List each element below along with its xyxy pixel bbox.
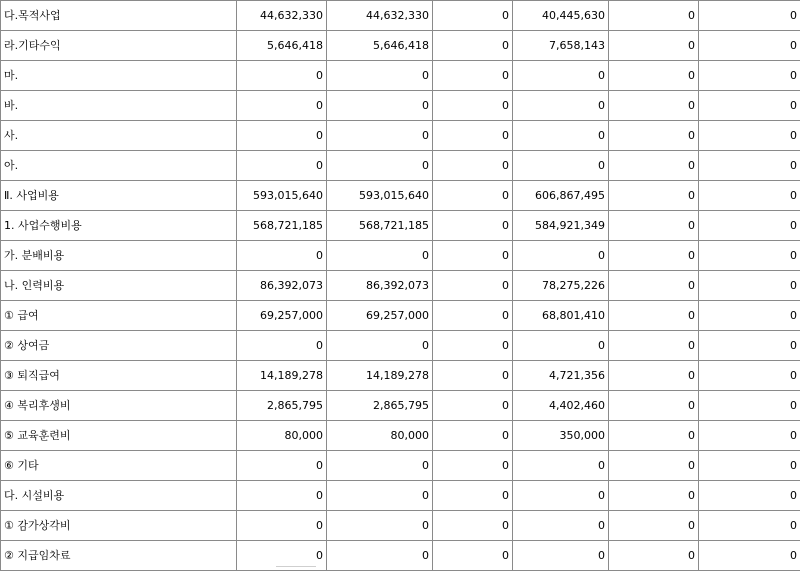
table-row [1, 151, 800, 181]
value-cell-v2[interactable]: 0 [327, 481, 433, 511]
value-cell-v4[interactable]: 584,921,349 [513, 211, 609, 241]
value-cell-v1[interactable]: 0 [237, 541, 327, 571]
value-cell-v1[interactable]: 2,865,795 [237, 391, 327, 421]
table-row [1, 451, 800, 481]
value-cell-v6[interactable]: 0 [699, 331, 800, 361]
value-cell-v3[interactable]: 0 [433, 211, 513, 241]
value-cell-v1[interactable]: 593,015,640 [237, 181, 327, 211]
value-cell-v6[interactable]: 0 [699, 391, 800, 421]
value-cell-v5[interactable]: 0 [609, 1, 699, 31]
value-cell-v2[interactable]: 14,189,278 [327, 361, 433, 391]
value-cell-v4[interactable]: 78,275,226 [513, 271, 609, 301]
row-label[interactable]: ② 지급임차료 [1, 541, 237, 571]
value-cell-v3[interactable]: 0 [433, 541, 513, 571]
value-cell-v3[interactable]: 0 [433, 481, 513, 511]
value-cell-v4[interactable]: 68,801,410 [513, 301, 609, 331]
value-cell-v3[interactable]: 0 [433, 271, 513, 301]
value-cell-v2[interactable]: 2,865,795 [327, 391, 433, 421]
table-row [1, 481, 800, 511]
value-cell-v3[interactable]: 0 [433, 121, 513, 151]
value-cell-v3[interactable]: 0 [433, 241, 513, 271]
value-cell-v4[interactable]: 0 [513, 241, 609, 271]
value-cell-v1[interactable]: 0 [237, 331, 327, 361]
value-cell-v1[interactable]: 0 [237, 151, 327, 181]
value-cell-v3[interactable]: 0 [433, 331, 513, 361]
table-row [1, 31, 800, 61]
value-cell-v6[interactable]: 0 [699, 271, 800, 301]
row-label[interactable]: ① 급여 [1, 301, 237, 331]
value-cell-v2[interactable]: 0 [327, 331, 433, 361]
value-cell-v5[interactable]: 0 [609, 211, 699, 241]
row-label[interactable]: 사. [1, 121, 237, 151]
value-cell-v2[interactable]: 44,632,330 [327, 1, 433, 31]
value-cell-v6[interactable]: 0 [699, 181, 800, 211]
table-row [1, 301, 800, 331]
value-cell-v2[interactable]: 80,000 [327, 421, 433, 451]
value-cell-v2[interactable]: 0 [327, 541, 433, 571]
divider [276, 566, 316, 567]
value-cell-v3[interactable]: 0 [433, 181, 513, 211]
value-cell-v1[interactable]: 0 [237, 511, 327, 541]
table-row [1, 241, 800, 271]
value-cell-v2[interactable]: 0 [327, 451, 433, 481]
value-cell-v4[interactable]: 0 [513, 331, 609, 361]
value-cell-v2[interactable]: 0 [327, 61, 433, 91]
table-row [1, 421, 800, 451]
value-cell-v3[interactable]: 0 [433, 361, 513, 391]
value-cell-v6[interactable]: 0 [699, 481, 800, 511]
value-cell-v1[interactable]: 69,257,000 [237, 301, 327, 331]
value-cell-v1[interactable]: 86,392,073 [237, 271, 327, 301]
table-row [1, 211, 800, 241]
value-cell-v5[interactable]: 0 [609, 451, 699, 481]
value-cell-v3[interactable]: 0 [433, 451, 513, 481]
value-cell-v2[interactable]: 0 [327, 151, 433, 181]
row-label[interactable]: Ⅱ. 사업비용 [1, 181, 237, 211]
value-cell-v1[interactable]: 0 [237, 451, 327, 481]
row-label[interactable]: 가. 분배비용 [1, 241, 237, 271]
row-label[interactable]: 나. 인력비용 [1, 271, 237, 301]
value-cell-v3[interactable]: 0 [433, 511, 513, 541]
value-cell-v5[interactable]: 0 [609, 301, 699, 331]
row-label[interactable]: 1. 사업수행비용 [1, 211, 237, 241]
value-cell-v4[interactable]: 350,000 [513, 421, 609, 451]
row-label[interactable]: 아. [1, 151, 237, 181]
value-cell-v6[interactable]: 0 [699, 451, 800, 481]
value-cell-v4[interactable]: 0 [513, 91, 609, 121]
value-cell-v4[interactable]: 40,445,630 [513, 1, 609, 31]
value-cell-v4[interactable]: 0 [513, 541, 609, 571]
value-cell-v5[interactable]: 0 [609, 361, 699, 391]
value-cell-v4[interactable]: 4,721,356 [513, 361, 609, 391]
value-cell-v6[interactable]: 0 [699, 91, 800, 121]
value-cell-v6[interactable]: 0 [699, 541, 800, 571]
value-cell-v5[interactable]: 0 [609, 511, 699, 541]
value-cell-v6[interactable]: 0 [699, 421, 800, 451]
table-row [1, 121, 800, 151]
value-cell-v2[interactable]: 5,646,418 [327, 31, 433, 61]
value-cell-v5[interactable]: 0 [609, 391, 699, 421]
value-cell-v2[interactable]: 0 [327, 511, 433, 541]
value-cell-v5[interactable]: 0 [609, 421, 699, 451]
value-cell-v2[interactable]: 69,257,000 [327, 301, 433, 331]
table-row [1, 271, 800, 301]
value-cell-v6[interactable]: 0 [699, 301, 800, 331]
value-cell-v3[interactable]: 0 [433, 1, 513, 31]
value-cell-v3[interactable]: 0 [433, 91, 513, 121]
value-cell-v3[interactable]: 0 [433, 421, 513, 451]
row-label[interactable]: ③ 퇴직급여 [1, 361, 237, 391]
value-cell-v4[interactable]: 0 [513, 451, 609, 481]
value-cell-v3[interactable]: 0 [433, 301, 513, 331]
value-cell-v6[interactable]: 0 [699, 211, 800, 241]
value-cell-v6[interactable]: 0 [699, 31, 800, 61]
table-row [1, 361, 800, 391]
value-cell-v2[interactable]: 86,392,073 [327, 271, 433, 301]
row-label[interactable]: ⑤ 교육훈련비 [1, 421, 237, 451]
value-cell-v1[interactable]: 0 [237, 91, 327, 121]
value-cell-v1[interactable]: 0 [237, 61, 327, 91]
value-cell-v6[interactable]: 0 [699, 61, 800, 91]
value-cell-v4[interactable]: 7,658,143 [513, 31, 609, 61]
value-cell-v5[interactable]: 0 [609, 181, 699, 211]
value-cell-v5[interactable]: 0 [609, 481, 699, 511]
value-cell-v1[interactable]: 0 [237, 241, 327, 271]
table-row [1, 91, 800, 121]
value-cell-v4[interactable]: 0 [513, 151, 609, 181]
value-cell-v4[interactable]: 0 [513, 511, 609, 541]
value-cell-v1[interactable]: 14,189,278 [237, 361, 327, 391]
value-cell-v5[interactable]: 0 [609, 541, 699, 571]
value-cell-v3[interactable]: 0 [433, 151, 513, 181]
value-cell-v1[interactable]: 5,646,418 [237, 31, 327, 61]
row-label[interactable]: 다.목적사업 [1, 1, 237, 31]
value-cell-v3[interactable]: 0 [433, 391, 513, 421]
value-cell-v1[interactable]: 0 [237, 481, 327, 511]
table-row [1, 541, 800, 571]
table-row [1, 511, 800, 541]
row-label[interactable]: ① 감가상각비 [1, 511, 237, 541]
value-cell-v4[interactable]: 606,867,495 [513, 181, 609, 211]
row-label[interactable]: ② 상여금 [1, 331, 237, 361]
value-cell-v5[interactable]: 0 [609, 61, 699, 91]
value-cell-v1[interactable]: 80,000 [237, 421, 327, 451]
value-cell-v4[interactable]: 4,402,460 [513, 391, 609, 421]
row-label[interactable]: ⑥ 기타 [1, 451, 237, 481]
value-cell-v6[interactable]: 0 [699, 241, 800, 271]
value-cell-v5[interactable]: 0 [609, 241, 699, 271]
row-label[interactable]: 라.기타수익 [1, 31, 237, 61]
value-cell-v4[interactable]: 0 [513, 121, 609, 151]
row-label[interactable]: 다. 시설비용 [1, 481, 237, 511]
value-cell-v5[interactable]: 0 [609, 151, 699, 181]
value-cell-v1[interactable]: 44,632,330 [237, 1, 327, 31]
table-row [1, 1, 800, 31]
value-cell-v2[interactable]: 0 [327, 91, 433, 121]
value-cell-v5[interactable]: 0 [609, 121, 699, 151]
value-cell-v2[interactable]: 0 [327, 121, 433, 151]
value-cell-v5[interactable]: 0 [609, 91, 699, 121]
row-label[interactable]: 바. [1, 91, 237, 121]
value-cell-v6[interactable]: 0 [699, 121, 800, 151]
row-label[interactable]: 마. [1, 61, 237, 91]
value-cell-v5[interactable]: 0 [609, 31, 699, 61]
value-cell-v2[interactable]: 568,721,185 [327, 211, 433, 241]
value-cell-v6[interactable]: 0 [699, 361, 800, 391]
value-cell-v6[interactable]: 0 [699, 511, 800, 541]
value-cell-v6[interactable]: 0 [699, 1, 800, 31]
table-row [1, 61, 800, 91]
value-cell-v2[interactable]: 593,015,640 [327, 181, 433, 211]
value-cell-v5[interactable]: 0 [609, 271, 699, 301]
table-body [1, 1, 800, 571]
value-cell-v6[interactable]: 0 [699, 151, 800, 181]
table-row [1, 331, 800, 361]
value-cell-v4[interactable]: 0 [513, 61, 609, 91]
table-row [1, 181, 800, 211]
value-cell-v1[interactable]: 568,721,185 [237, 211, 327, 241]
value-cell-v1[interactable]: 0 [237, 121, 327, 151]
value-cell-v3[interactable]: 0 [433, 31, 513, 61]
row-label[interactable]: ④ 복리후생비 [1, 391, 237, 421]
value-cell-v2[interactable]: 0 [327, 241, 433, 271]
value-cell-v3[interactable]: 0 [433, 61, 513, 91]
value-cell-v4[interactable]: 0 [513, 481, 609, 511]
value-cell-v5[interactable]: 0 [609, 331, 699, 361]
table-row [1, 391, 800, 421]
